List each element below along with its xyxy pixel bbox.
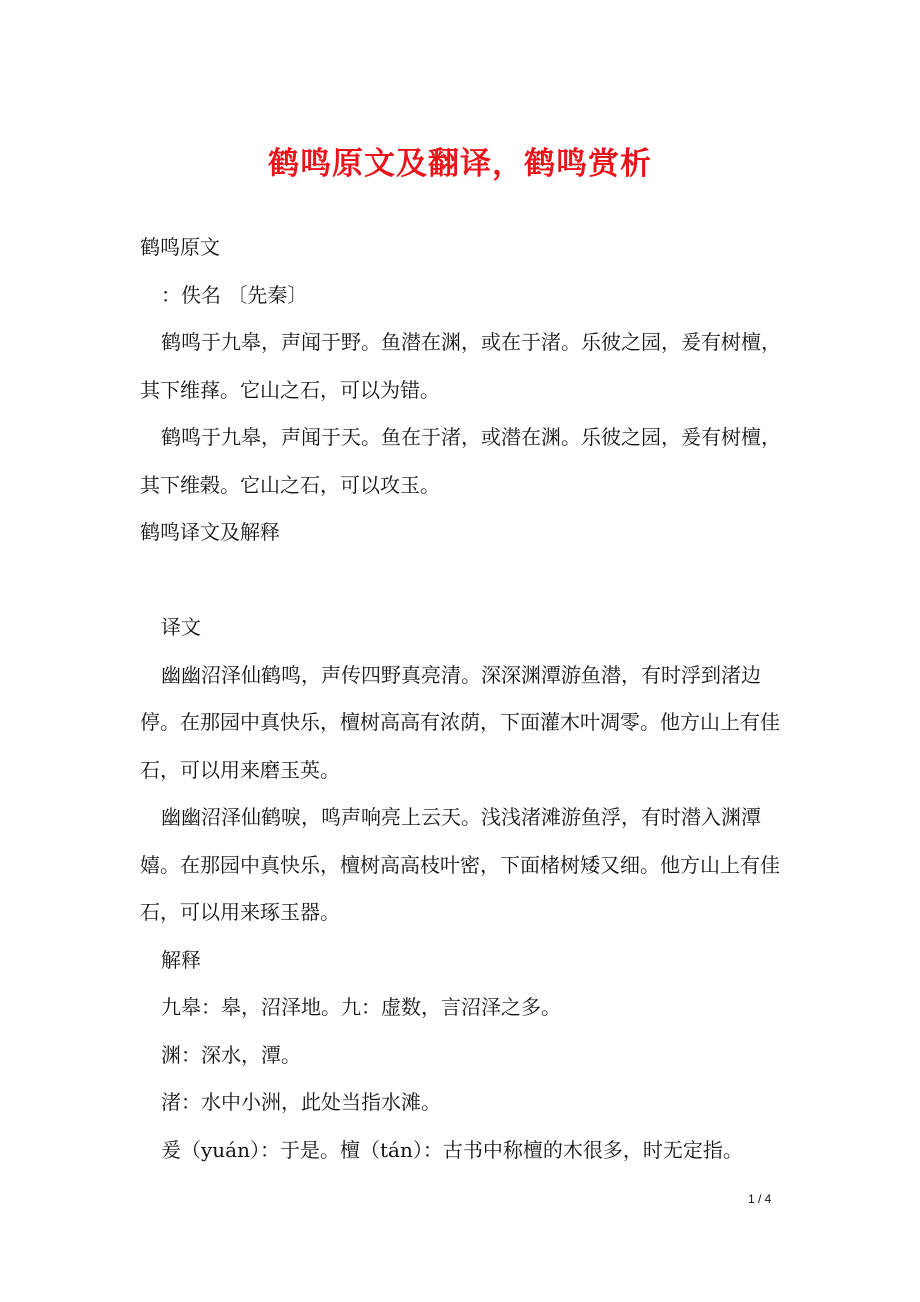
note-item: 渊：深水，潭。 bbox=[161, 1042, 301, 1067]
document-title: 鹤鸣原文及翻译，鹤鸣赏析 bbox=[268, 146, 652, 182]
document-body bbox=[140, 224, 785, 1174]
original-paragraph-2: 鹤鸣于九皋，声闻于天。鱼在于渚，或潜在渊。乐彼之园，爰有树檀，其下维榖。它山之石，可以攻玉。 bbox=[140, 425, 781, 497]
author-line: ：佚名 〔先秦〕 bbox=[161, 282, 308, 307]
note-item: 渚：水中小洲，此处当指水滩。 bbox=[161, 1090, 441, 1114]
translation-paragraph-1: 幽幽沼泽仙鹤鸣，声传四野真亮清。深深渊潭游鱼潜，有时浮到渚边停。在那园中真快乐，檀树高高有浓荫，下面灌木叶凋零。他方山上有佳石，可以用来磨玉英。 bbox=[140, 662, 780, 782]
note-item: 爰（yuán）：于是。檀（tán）：古书中称檀的木很多，时无定指。 bbox=[161, 1137, 743, 1162]
explanation-label: 解释 bbox=[161, 947, 201, 972]
translation-label: 译文 bbox=[161, 615, 201, 639]
blank-line bbox=[140, 557, 785, 605]
original-paragraph-1: 鹤鸣于九皋，声闻于野。鱼潜在渊，或在于渚。乐彼之园，爰有树檀，其下维萚。它山之石，可以为错。 bbox=[140, 330, 781, 402]
page-number: 1 / 4 bbox=[748, 1192, 772, 1206]
translation-paragraph-2: 幽幽沼泽仙鹤唳，鸣声响亮上云天。浅浅渚滩游鱼浮，有时潜入渊潭嬉。在那园中真快乐，檀树高高枝叶密，下面楮树矮又细。他方山上有佳石，可以用来琢玉器。 bbox=[140, 805, 780, 924]
note-item: 九皋：皋，沼泽地。九：虚数，言沼泽之多。 bbox=[161, 995, 561, 1019]
section-heading-original: 鹤鸣原文 bbox=[140, 235, 220, 259]
section-heading-translation: 鹤鸣译文及解释 bbox=[140, 520, 280, 544]
